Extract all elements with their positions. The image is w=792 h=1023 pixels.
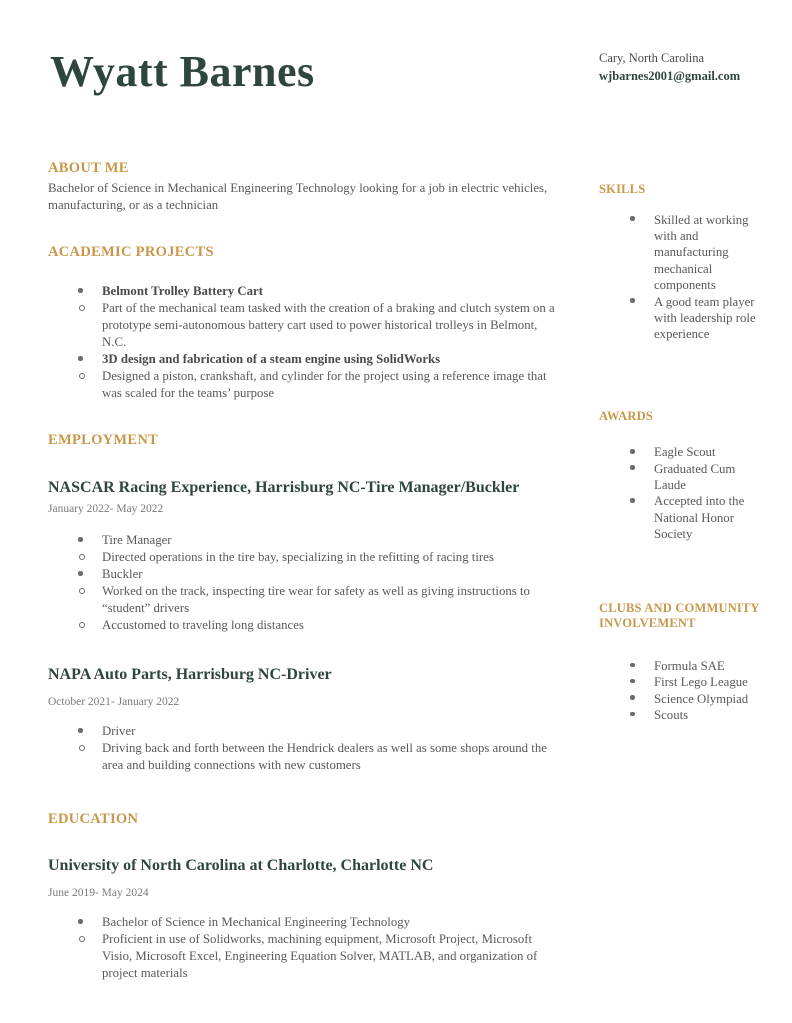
- skill-text: A good team player with leadership role experience: [654, 294, 756, 342]
- bullet-filled-icon: [78, 356, 83, 361]
- degree-detail: Proficient in use of Solidworks, machining equipment, Microsoft Project, Microsoft Visio, Microsoft Excel, Engineering Equation Solver, MATLAB, and organization of project materials: [102, 932, 538, 981]
- list-item: [599, 658, 767, 674]
- section-heading-academic-projects: ACADEMIC PROJECTS: [48, 244, 214, 261]
- list-item: [599, 674, 767, 690]
- bullet-filled-icon: [630, 449, 635, 454]
- club-text: Scouts: [654, 707, 689, 722]
- main-column: [48, 160, 560, 982]
- list-item: [599, 212, 767, 294]
- role-name: Buckler: [102, 567, 143, 582]
- project-detail: Part of the mechanical team tasked with the creation of a braking and clutch system on a prototype semi-autonomous battery cart used to power historical trolleys in Belmont, N.C.: [102, 301, 555, 350]
- project-title: Belmont Trolley Battery Cart: [102, 284, 263, 299]
- bullet-hollow-icon: [79, 936, 85, 942]
- list-item: [48, 351, 560, 368]
- role-detail: Worked on the track, inspecting tire wear for safety as well as giving instructions to “student” drivers: [102, 584, 530, 616]
- section-academic-projects: [48, 244, 560, 402]
- list-item: [48, 931, 560, 982]
- project-item: [48, 351, 560, 368]
- bullet-filled-icon: [630, 679, 635, 684]
- section-heading-awards: AWARDS: [599, 408, 653, 423]
- bullet-filled-icon: [630, 465, 635, 470]
- candidate-name: Wyatt Barnes: [50, 47, 315, 96]
- section-about-me: [48, 160, 560, 213]
- about-me-text: Bachelor of Science in Mechanical Engineering Technology looking for a job in electric vehicles, manufacturing, or as a technician: [48, 180, 548, 212]
- list-item: [48, 914, 560, 931]
- section-heading-clubs: CLUBS AND COMMUNITY INVOLVEMENT: [599, 600, 760, 631]
- bullet-filled-icon: [78, 537, 83, 542]
- section-awards: [599, 409, 767, 543]
- award-text: Graduated Cum Laude: [654, 461, 736, 492]
- club-text: Formula SAE: [654, 658, 725, 673]
- role-detail-list: [48, 740, 560, 774]
- degree-detail-list: [48, 931, 560, 982]
- clubs-list: [599, 658, 767, 724]
- bullet-hollow-icon: [79, 554, 85, 560]
- list-item: [599, 461, 767, 494]
- job-roles: [48, 532, 560, 634]
- bullet-filled-icon: [630, 298, 635, 303]
- list-item: [48, 583, 560, 617]
- bullet-filled-icon: [630, 216, 635, 221]
- school-name: University of North Carolina at Charlotte, Charlotte NC: [48, 856, 434, 874]
- list-item: [48, 549, 560, 566]
- project-detail-list: [48, 300, 560, 351]
- job-title: NAPA Auto Parts, Harrisburg NC-Driver: [48, 666, 332, 684]
- role-name: Driver: [102, 724, 136, 739]
- section-heading-about-me: ABOUT ME: [48, 160, 129, 176]
- list-item: [599, 294, 767, 343]
- award-text: Eagle Scout: [654, 445, 716, 460]
- bullet-filled-icon: [630, 712, 635, 717]
- list-item: [599, 691, 767, 707]
- degree-name: Bachelor of Science in Mechanical Engineering Technology: [102, 915, 411, 929]
- section-heading-skills: SKILLS: [599, 182, 646, 196]
- list-item: [48, 740, 560, 774]
- list-item: [599, 707, 767, 723]
- list-item: [48, 617, 560, 634]
- role-detail-list: [48, 549, 560, 566]
- list-item: [48, 283, 560, 300]
- skills-list: [599, 212, 767, 343]
- role-item: [48, 723, 560, 740]
- bullet-filled-icon: [78, 288, 83, 293]
- list-item: [599, 444, 767, 460]
- bullet-hollow-icon: [79, 622, 85, 628]
- contact-location: Cary, North Carolina: [599, 51, 705, 65]
- project-detail: Designed a piston, crankshaft, and cylinder for the project using a reference image that was scaled for the teams’ purpose: [102, 369, 547, 401]
- role-item: [48, 566, 560, 583]
- education-entry: [48, 856, 560, 982]
- sidebar-column: [599, 182, 767, 723]
- skill-text: Skilled at working with and manufacturing mechanical components: [654, 212, 749, 293]
- bullet-filled-icon: [78, 919, 83, 924]
- bullet-hollow-icon: [79, 745, 85, 751]
- contact-block: [599, 49, 779, 85]
- project-detail-list: [48, 368, 560, 402]
- job-roles: [48, 723, 560, 774]
- list-item: [48, 368, 560, 402]
- role-detail-list: [48, 583, 560, 634]
- section-skills: [599, 182, 767, 343]
- role-detail: Accustomed to traveling long distances: [102, 618, 304, 633]
- section-heading-education: EDUCATION: [48, 811, 139, 828]
- list-item: [48, 566, 560, 583]
- list-item: [48, 532, 560, 549]
- role-item: [48, 532, 560, 549]
- bullet-filled-icon: [78, 728, 83, 733]
- club-text: Science Olympiad: [654, 691, 749, 706]
- section-heading-employment: EMPLOYMENT: [48, 432, 159, 449]
- bullet-filled-icon: [630, 695, 635, 700]
- bullet-filled-icon: [630, 663, 635, 668]
- role-name: Tire Manager: [102, 533, 172, 547]
- job-date: October 2021- January 2022: [48, 696, 180, 709]
- project-item: [48, 283, 560, 300]
- list-item: [599, 493, 767, 542]
- project-title: 3D design and fabrication of a steam engine using SolidWorks: [102, 352, 441, 367]
- section-clubs: [599, 601, 767, 724]
- academic-projects-list: [48, 283, 560, 402]
- bullet-filled-icon: [78, 571, 83, 576]
- degree-item: [48, 914, 560, 931]
- bullet-hollow-icon: [79, 588, 85, 594]
- education-details: [48, 914, 560, 982]
- club-text: First Lego League: [654, 675, 748, 690]
- section-employment: [48, 432, 560, 774]
- resume-header: [0, 0, 792, 150]
- list-item: [48, 300, 560, 351]
- school-date: June 2019- May 2024: [48, 886, 149, 899]
- job-date: January 2022- May 2022: [48, 502, 164, 515]
- contact-email[interactable]: wjbarnes2001@gmail.com: [599, 69, 741, 84]
- section-education: [48, 811, 560, 982]
- role-detail: Directed operations in the tire bay, specializing in the refitting of racing tires: [102, 550, 494, 565]
- employment-entry: [48, 478, 560, 634]
- bullet-hollow-icon: [79, 373, 85, 379]
- job-title: NASCAR Racing Experience, Harrisburg NC-Tire Manager/Buckler: [48, 478, 520, 496]
- bullet-filled-icon: [630, 498, 635, 503]
- award-text: Accepted into the National Honor Society: [654, 494, 745, 542]
- employment-entry: [48, 665, 560, 774]
- list-item: [48, 723, 560, 740]
- awards-list: [599, 444, 767, 542]
- bullet-hollow-icon: [79, 305, 85, 311]
- role-detail: Driving back and forth between the Hendrick dealers as well as some shops around the area and building connections with new customers: [102, 741, 547, 773]
